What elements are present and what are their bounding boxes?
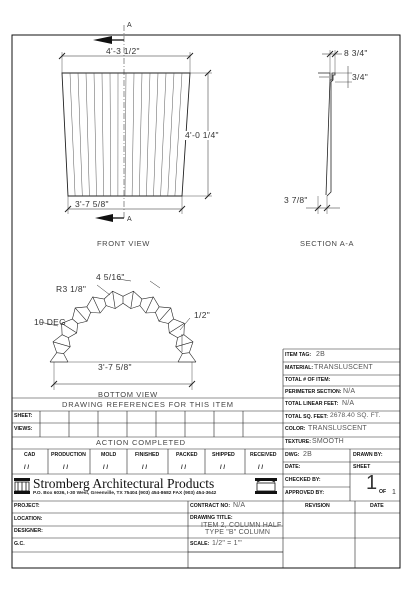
date-label: DATE: xyxy=(285,465,300,470)
action-date-production: / / xyxy=(63,465,68,471)
company-address: P.O. Box 6036, I-30 West, Greenville, TX 75404 (903) 454-8682 FAX (903) 454-3642 xyxy=(33,492,216,497)
action-col-received: RECEIVED xyxy=(250,453,277,458)
sq-feet-label: TOTAL SQ. FEET: xyxy=(285,415,328,420)
material-label: MATERIAL: xyxy=(285,366,313,371)
scallop-segment xyxy=(159,308,171,321)
flute-line xyxy=(102,73,104,196)
action-col-cad: CAD xyxy=(24,453,35,458)
bottom-view xyxy=(40,279,196,390)
action-date-received: / / xyxy=(258,465,263,471)
section-marker-bottom: A xyxy=(127,216,132,223)
texture-label: TEXTURE: xyxy=(285,440,311,445)
company-logo-left xyxy=(14,478,30,494)
front-top-width-label: 4'-3 1/2" xyxy=(106,47,140,56)
sheet-total: 1 xyxy=(392,489,396,496)
flute-line xyxy=(125,73,126,196)
flute-line xyxy=(132,73,134,196)
front-view-caption: FRONT VIEW xyxy=(97,240,150,248)
dwg-label: DWG: xyxy=(285,453,299,458)
linear-feet-value: N/A xyxy=(342,400,354,407)
scallop-segment xyxy=(57,353,64,354)
scallop-segment xyxy=(169,323,184,333)
bottom-view-scallops xyxy=(50,291,196,362)
flute-line xyxy=(154,73,159,196)
location-label: LOCATION: xyxy=(14,517,42,522)
references-sheet-label: SHEET: xyxy=(14,414,32,419)
scallop-segment xyxy=(75,308,87,321)
scallop-segment xyxy=(104,299,106,306)
color-label: COLOR: xyxy=(285,427,305,432)
flute-line xyxy=(94,73,97,196)
drawn-by-label: DRAWN BY: xyxy=(353,453,383,458)
scallop-inner-edge xyxy=(64,303,183,362)
sheet-of: OF xyxy=(379,490,386,495)
revision-date-label: DATE xyxy=(370,504,384,509)
texture-value: SMOOTH xyxy=(312,438,344,445)
flute-line xyxy=(161,73,166,196)
scallop-segment xyxy=(178,335,184,338)
section-lip-label: 3/4" xyxy=(352,73,368,82)
action-date-finished: / / xyxy=(142,465,147,471)
section-arrow-top xyxy=(93,36,112,44)
scale-label: SCALE: xyxy=(190,542,209,547)
contract-value: N/A xyxy=(233,502,245,509)
references-header: DRAWING REFERENCES FOR THIS ITEM xyxy=(62,401,234,409)
scallop-segment xyxy=(146,297,154,313)
dwg-value: 2B xyxy=(303,451,312,458)
action-date-shipped: / / xyxy=(220,465,225,471)
section-marker-top: A xyxy=(127,22,132,29)
flute-line xyxy=(146,73,150,196)
action-col-finished: FINISHED xyxy=(135,453,159,458)
bottom-radius-label: R3 1/8" xyxy=(56,285,86,294)
action-date-cad: / / xyxy=(24,465,29,471)
revision-label: REVISION xyxy=(305,504,330,509)
scallop-segment xyxy=(168,319,173,324)
material-value: TRANSLUSCENT xyxy=(314,364,373,371)
company-logo-right xyxy=(255,478,277,494)
total-items-label: TOTAL # OF ITEM: xyxy=(285,378,330,383)
approved-by-label: APPROVED BY: xyxy=(285,491,324,496)
section-bottom-offset-label: 3 7/8" xyxy=(284,196,308,205)
drawing-title-line2: TYPE "B" COLUMN xyxy=(205,529,270,536)
scallop-segment xyxy=(131,291,134,308)
action-completed-header: ACTION COMPLETED xyxy=(96,439,186,447)
contract-label: CONTRACT NO: xyxy=(190,504,230,509)
action-col-packed: PACKED xyxy=(176,453,198,458)
scallop-segment xyxy=(155,307,159,313)
front-view-flutes xyxy=(70,73,182,196)
scallop-segment xyxy=(93,297,101,313)
front-height-label: 4'-0 1/4" xyxy=(184,131,220,140)
action-col-shipped: SHIPPED xyxy=(212,453,235,458)
section-arrow-bottom xyxy=(95,214,113,222)
scallop-segment xyxy=(176,342,193,347)
item-tag-value: 2B xyxy=(316,351,325,358)
flute-line xyxy=(78,73,82,196)
action-col-mold: MOLD xyxy=(101,453,116,458)
flute-line xyxy=(175,73,182,196)
flute-line xyxy=(139,73,142,196)
scallop-segment xyxy=(140,299,142,306)
section-view xyxy=(306,50,352,214)
flute-line xyxy=(86,73,89,196)
flute-line xyxy=(110,73,111,196)
scallop-segment xyxy=(72,319,77,324)
gc-label: G.C. xyxy=(14,542,25,547)
action-col-production: PRODUCTION xyxy=(51,453,86,458)
checked-by-label: CHECKED BY: xyxy=(285,478,321,483)
scallop-segment xyxy=(62,335,68,338)
bottom-angle-label: 10 DEG xyxy=(34,318,66,327)
bottom-flute-depth-label: 1/2" xyxy=(194,311,210,320)
sheet-number: 1 xyxy=(366,473,377,493)
scallop-segment xyxy=(182,353,189,354)
references-views-label: VIEWS: xyxy=(14,427,32,432)
front-bottom-width-label: 3'-7 5/8" xyxy=(75,200,109,209)
sheet-label: SHEET xyxy=(353,465,370,470)
item-tag-label: ITEM TAG: xyxy=(285,353,311,358)
flute-line xyxy=(70,73,75,196)
action-date-packed: / / xyxy=(181,465,186,471)
project-label: PROJECT: xyxy=(14,504,40,509)
section-view-caption: SECTION A-A xyxy=(300,240,354,248)
sq-feet-value: 2678.40 SQ. FT. xyxy=(330,413,380,420)
color-value: TRANSLUSCENT xyxy=(308,425,367,432)
perimeter-label: PERIMETER SECTION: xyxy=(285,390,342,395)
action-date-mold: / / xyxy=(103,465,108,471)
bottom-flute-spacing-label: 4 5/16" xyxy=(96,273,125,282)
scallop-segment xyxy=(87,307,91,313)
bottom-view-caption: BOTTOM VIEW xyxy=(98,391,158,399)
section-top-offset-label: 8 3/4" xyxy=(344,49,368,58)
company-name: Stromberg Architectural Products xyxy=(33,477,214,491)
drawing-title-label: DRAWING TITLE: xyxy=(190,516,233,521)
perimeter-value: N/A xyxy=(343,388,355,395)
designer-label: DESIGNER: xyxy=(14,529,43,534)
scallop-segment xyxy=(53,342,70,347)
scallop-segment xyxy=(113,291,116,308)
linear-feet-label: TOTAL LINEAR FEET: xyxy=(285,402,338,407)
bottom-width-label: 3'-7 5/8" xyxy=(98,363,132,372)
drawing-title-line1: ITEM 2, COLUMN HALF xyxy=(201,522,281,529)
scale-value: 1/2" = 1'" xyxy=(212,540,242,547)
flute-line xyxy=(168,73,174,196)
